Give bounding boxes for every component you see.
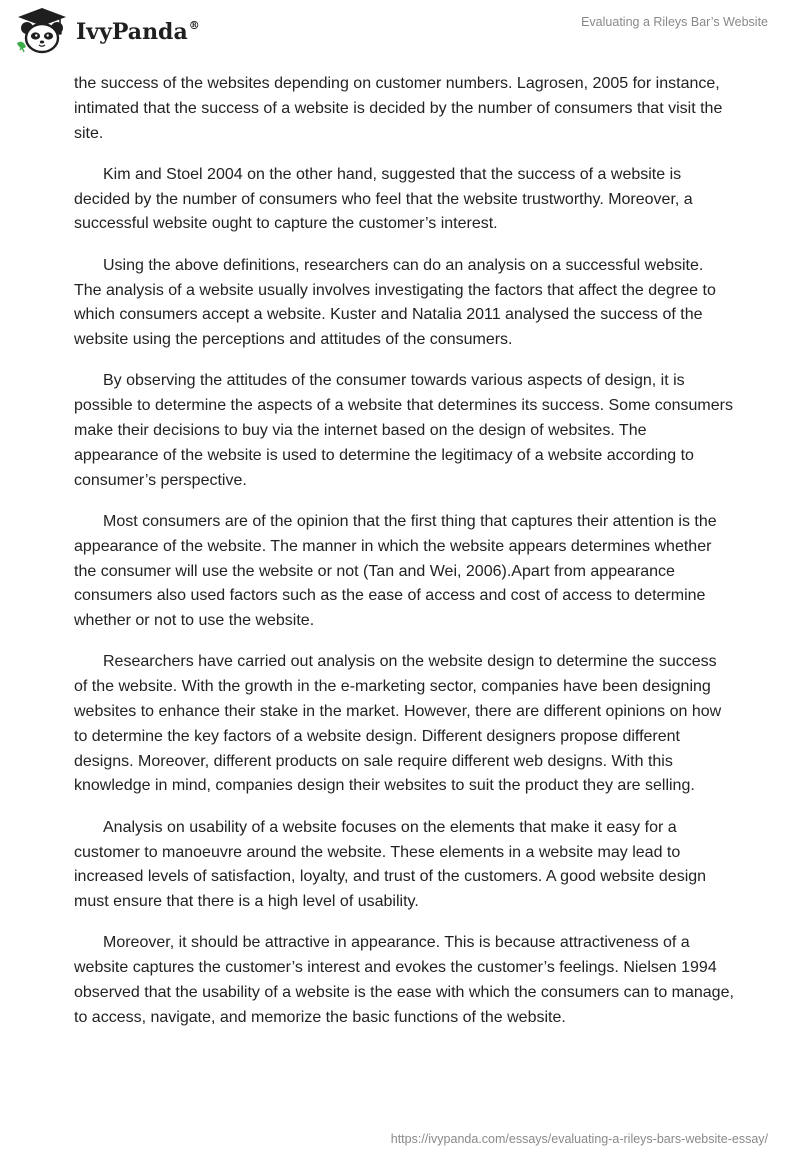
ivypanda-logo[interactable] [14, 6, 200, 56]
registered-mark: ® [188, 18, 200, 32]
paragraph: Using the above definitions, researchers can do an analysis on a successful website. The analysis of a website usually involves investigating the factors that affect the degree to which consumers accept a website. Kuster and Natalia 2011 analysed the success of the website using the perceptions and attitudes of the consumers. [74, 256, 716, 349]
source-url-link[interactable]: https://ivypanda.com/essays/evaluating-a-rileys-bars-website-essay/ [390, 1132, 768, 1146]
paragraph: Most consumers are of the opinion that the first thing that captures their attention is the appearance of the website. The manner in which the website appears determines whether the consumer will use the website or not (Tan and Wei, 2006).Apart from appearance consumers also used factors such as the ease of access and cost of access to determine whether or not to use the website. [74, 512, 717, 630]
paragraph: Moreover, it should be attractive in appearance. This is because attractiveness of a website captures the customer’s interest and evokes the customer’s feelings. Nielsen 1994 observed that the usability of a website is the ease with which the consumers can to manage, to access, navigate, and memorize the basic functions of the website. [74, 934, 734, 1026]
panda-graduate-icon [14, 6, 70, 56]
paragraph: Researchers have carried out analysis on the website design to determine the success of the website. With the growth in the e-marketing sector, companies have been designing websites to enhance their stake in the market. However, there are different opinions on how to determine the key factors of a website design. Different designers propose different designs. Moreover, different products on sale require different web designs. With this knowledge in mind, companies design their websites to suit the product they are selling. [74, 653, 722, 795]
paragraph: the success of the websites depending on customer numbers. Lagrosen, 2005 for instance, intimated that the success of a website is decided by the number of consumers that visit the site. [74, 75, 723, 142]
page-header [0, 0, 800, 70]
paragraph: By observing the attitudes of the consumer towards various aspects of design, it is possible to determine the aspects of a website that determines its success. Some consumers make their decisions to buy via the internet based on the design of websites. The appearance of the website is used to determine the legitimacy of a website according to consumer’s perspective. [74, 372, 733, 489]
essay-body [74, 72, 734, 1047]
document-title: Evaluating a Rileys Bar’s Website [581, 15, 768, 29]
logo-wordmark [76, 19, 200, 45]
paragraph: Kim and Stoel 2004 on the other hand, suggested that the success of a website is decided by the number of consumers who feel that the website trustworthy. Moreover, a successful website ought to capture the customer’s interest. [74, 165, 693, 233]
paragraph: Analysis on usability of a website focuses on the elements that make it easy for a customer to manoeuvre around the website. These elements in a website may lead to increased levels of satisfaction, loyalty, and trust of the customers. A good website design must ensure that there is a high level of usability. [74, 818, 707, 911]
logo-text: IvyPanda [76, 19, 188, 45]
